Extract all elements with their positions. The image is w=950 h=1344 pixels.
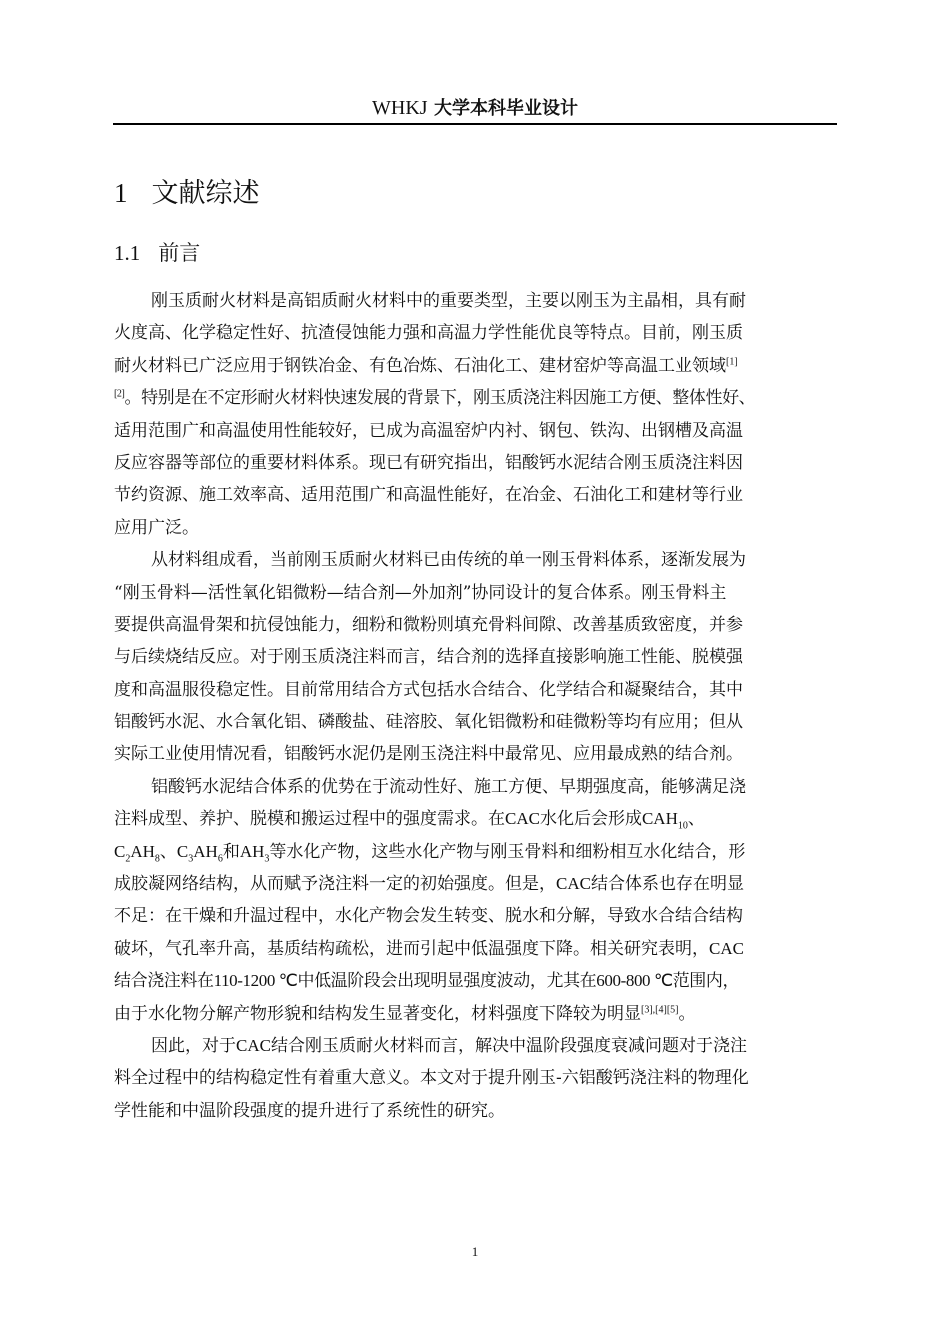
text-run: 注料成型、养护、脱模和搬运过程中的强度需求。在 <box>114 809 505 830</box>
formula: C <box>114 841 126 861</box>
text-run: 等水化产物，这些水化产物与刚玉骨料和细粉相互水化结合，形 <box>269 841 746 862</box>
paragraph-line <box>114 1030 850 1062</box>
paragraph-line: 反应容器等部位的重要材料体系。现已有研究指出，铝酸钙水泥结合刚玉质浇注料因 <box>114 452 743 473</box>
body-text <box>114 285 850 1127</box>
formula-subscript: 10 <box>677 820 688 832</box>
formula-subscript: 2 <box>125 853 131 865</box>
chapter-heading <box>114 176 260 211</box>
text-run: 。特别是在不定形耐火材料快速发展的背景下，刚玉质浇注料因施工方便、整体性好、 <box>124 388 756 409</box>
text-run: 成胶凝网络结构，从而赋予浇注料一定的初始强度。但是， <box>114 874 556 895</box>
formula-subscript: 3 <box>264 853 270 865</box>
text-run: 由于水化物分解产物形貌和结构发生显著变化，材料强度下降较为明显 <box>114 1003 641 1024</box>
chapter-number: 1 <box>114 178 128 208</box>
paragraph-line: 与后续烧结反应。对于刚玉质浇注料而言，结合剂的选择直接影响施工性能、脱模强 <box>114 647 743 668</box>
text-run: 因此，对于 <box>151 1035 236 1056</box>
paragraph-line: 不足：在干燥和升温过程中，水化产物会发生转变、脱水和分解，导致水合结合结构 <box>114 906 743 927</box>
formula: C <box>176 841 189 861</box>
paragraph-line <box>114 350 850 382</box>
formula-subscript: 8 <box>154 853 160 865</box>
text-run: 破坏，气孔率升高，基质结构疏松，进而引起中低温强度下降。相关研究表明， <box>114 938 709 959</box>
paragraph-line: 实际工业使用情况看，铝酸钙水泥仍是刚玉浇注料中最常见、应用最成熟的结合剂。 <box>114 744 743 765</box>
text-run: CAC <box>709 938 744 958</box>
formula-subscript: 6 <box>217 853 223 865</box>
citation-ref: [3],[4][5] <box>641 1003 679 1015</box>
paragraph-line: 适用范围广和高温使用性能较好，已成为高温窑炉内衬、钢包、铁沟、出钢槽及高温 <box>114 420 743 441</box>
paragraph-line: 铝酸钙水泥、水合氧化铝、磷酸盐、硅溶胶、氧化铝微粉和硅微粉等均有应用；但从 <box>114 712 743 733</box>
paragraph-line: 料全过程中的结构稳定性有着重大意义。本文对于提升刚玉-六铝酸钙浇注料的物理化 <box>114 1068 749 1089</box>
paragraph-line: 刚玉质耐火材料是高铝质耐火材料中的重要类型，主要以刚玉为主晶相，具有耐 <box>151 291 746 311</box>
paragraph-line <box>114 803 850 835</box>
text-run: CAC <box>505 809 540 829</box>
temperature-range: 110-1200 ℃ <box>213 971 298 991</box>
text-run: 。 <box>678 1003 696 1024</box>
paragraph-line: 要提供高温骨架和抗侵蚀能力，细粉和微粉则填充骨料间隙、改善基质致密度，并参 <box>114 614 743 635</box>
text-run: 结合浇注料在 <box>114 971 214 992</box>
section-heading <box>114 239 200 267</box>
text-run: 和 <box>222 841 240 862</box>
section-number: 1.1 <box>114 241 141 265</box>
text-run: 耐火材料已广泛应用于钢铁冶金、有色冶炼、石油化工、建材窑炉等高温工业领域 <box>114 355 726 376</box>
text-run: 、 <box>159 841 177 862</box>
text-run: CAC <box>556 874 591 894</box>
chapter-title: 文献综述 <box>151 178 260 209</box>
paragraph-line: 从材料组成看，当前刚玉质耐火材料已由传统的单一刚玉骨料体系，逐渐发展为 <box>151 550 746 571</box>
paragraph-line: 节约资源、施工效率高、适用范围广和高温性能好，在冶金、石油化工和建材等行业 <box>114 485 743 506</box>
temperature-range: 600-800 ℃ <box>596 971 673 991</box>
paragraph-line <box>114 933 850 965</box>
paragraph-line: 火度高、化学稳定性好、抗渣侵蚀能力强和高温力学性能优良等特点。目前，刚玉质 <box>114 323 743 344</box>
paragraph-line <box>114 998 850 1030</box>
paragraph-line: 学性能和中温阶段强度的提升进行了系统性的研究。 <box>114 1100 505 1121</box>
section-title: 前言 <box>158 241 201 265</box>
text-run: 水化后会形成 <box>539 809 642 830</box>
paragraph-line <box>114 836 850 868</box>
text-run: 范围内， <box>672 971 740 992</box>
formula: CAH <box>641 809 678 829</box>
header-title: 大学本科毕业设计 <box>433 98 578 119</box>
formula: AH <box>239 841 265 861</box>
paragraph-line: 应用广泛。 <box>114 517 199 538</box>
citation-ref: [1] <box>726 356 738 368</box>
paragraph-line: 铝酸钙水泥结合体系的优势在于流动性好、施工方便、早期强度高，能够满足浇 <box>151 776 746 797</box>
paragraph-line: “刚玉骨料—活性氧化铝微粉—结合剂—外加剂”协同设计的复合体系。刚玉骨料主 <box>114 582 727 603</box>
paragraph-line <box>114 965 850 997</box>
text-run: 中低温阶段会出现明显强度波动，尤其在 <box>297 971 597 992</box>
formula: AH <box>130 841 155 861</box>
page-header <box>113 96 837 125</box>
text-run: 结合体系也存在明显 <box>590 874 744 895</box>
paragraph-line <box>114 868 850 900</box>
formula-subscript: 3 <box>188 853 194 865</box>
header-latin: WHKJ <box>372 97 428 119</box>
paragraph-line: 度和高温服役稳定性。目前常用结合方式包括水合结合、化学结合和凝聚结合，其中 <box>114 679 743 700</box>
formula: AH <box>193 841 218 861</box>
text-run: 结合刚玉质耐火材料而言，解决中温阶段强度衰减问题对于浇注 <box>270 1035 747 1056</box>
text-run: 、 <box>687 809 705 830</box>
citation-ref: [2] <box>114 388 125 400</box>
paragraph-line <box>114 382 850 414</box>
text-run: CAC <box>236 1035 271 1055</box>
page-number: 1 <box>471 1244 479 1259</box>
